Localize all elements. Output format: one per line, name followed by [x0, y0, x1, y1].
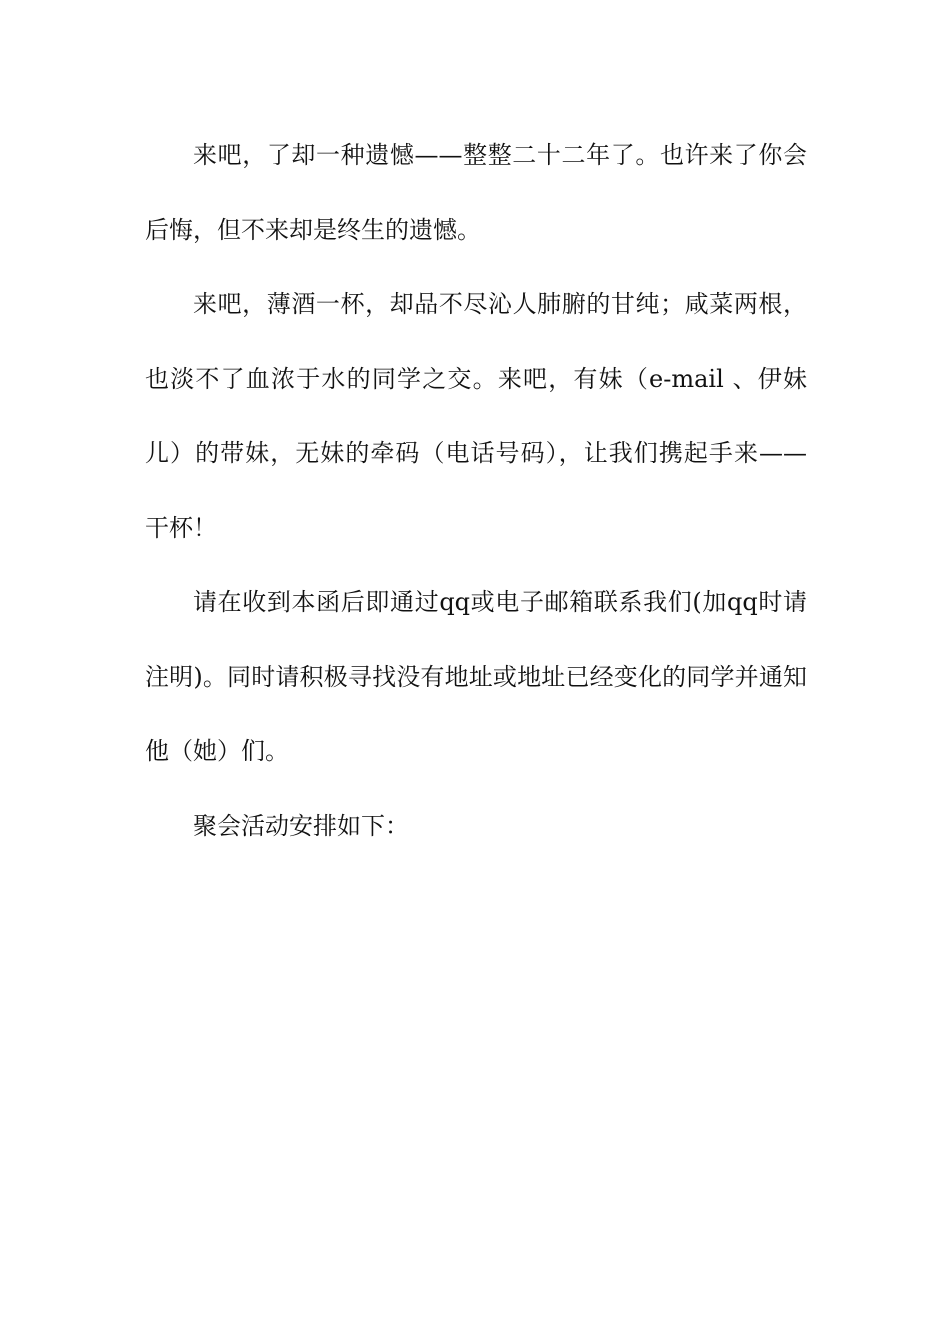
paragraph-3 [145, 565, 807, 789]
paragraph-4 [145, 789, 807, 864]
paragraph-line: 也淡不了血浓于水的同学之交。来吧，有妹（e-mail 、伊妹 [145, 364, 807, 393]
paragraph-1 [145, 118, 807, 267]
paragraph-line: 请在收到本函后即通过qq或电子邮箱联系我们(加qq时请 [193, 588, 807, 616]
document-body [145, 118, 807, 863]
paragraph-2 [145, 267, 807, 565]
paragraph-line: 儿）的带妹，无妹的牵码（电话号码），让我们携起手来—— [145, 439, 807, 467]
paragraph-line: 聚会活动安排如下： [193, 811, 409, 840]
paragraph-line: 来吧，了却一种遗憾——整整二十二年了。也许来了你会 [193, 141, 807, 169]
paragraph-line: 注明)。同时请积极寻找没有地址或地址已经变化的同学并通知 [145, 662, 807, 691]
paragraph-line: 干杯！ [145, 513, 217, 542]
paragraph-line: 后悔，但不来却是终生的遗憾。 [145, 215, 481, 244]
paragraph-line: 来吧，薄酒一杯，却品不尽沁人肺腑的甘纯；咸菜两根， [193, 290, 807, 318]
paragraph-line: 他（她）们。 [145, 737, 289, 765]
